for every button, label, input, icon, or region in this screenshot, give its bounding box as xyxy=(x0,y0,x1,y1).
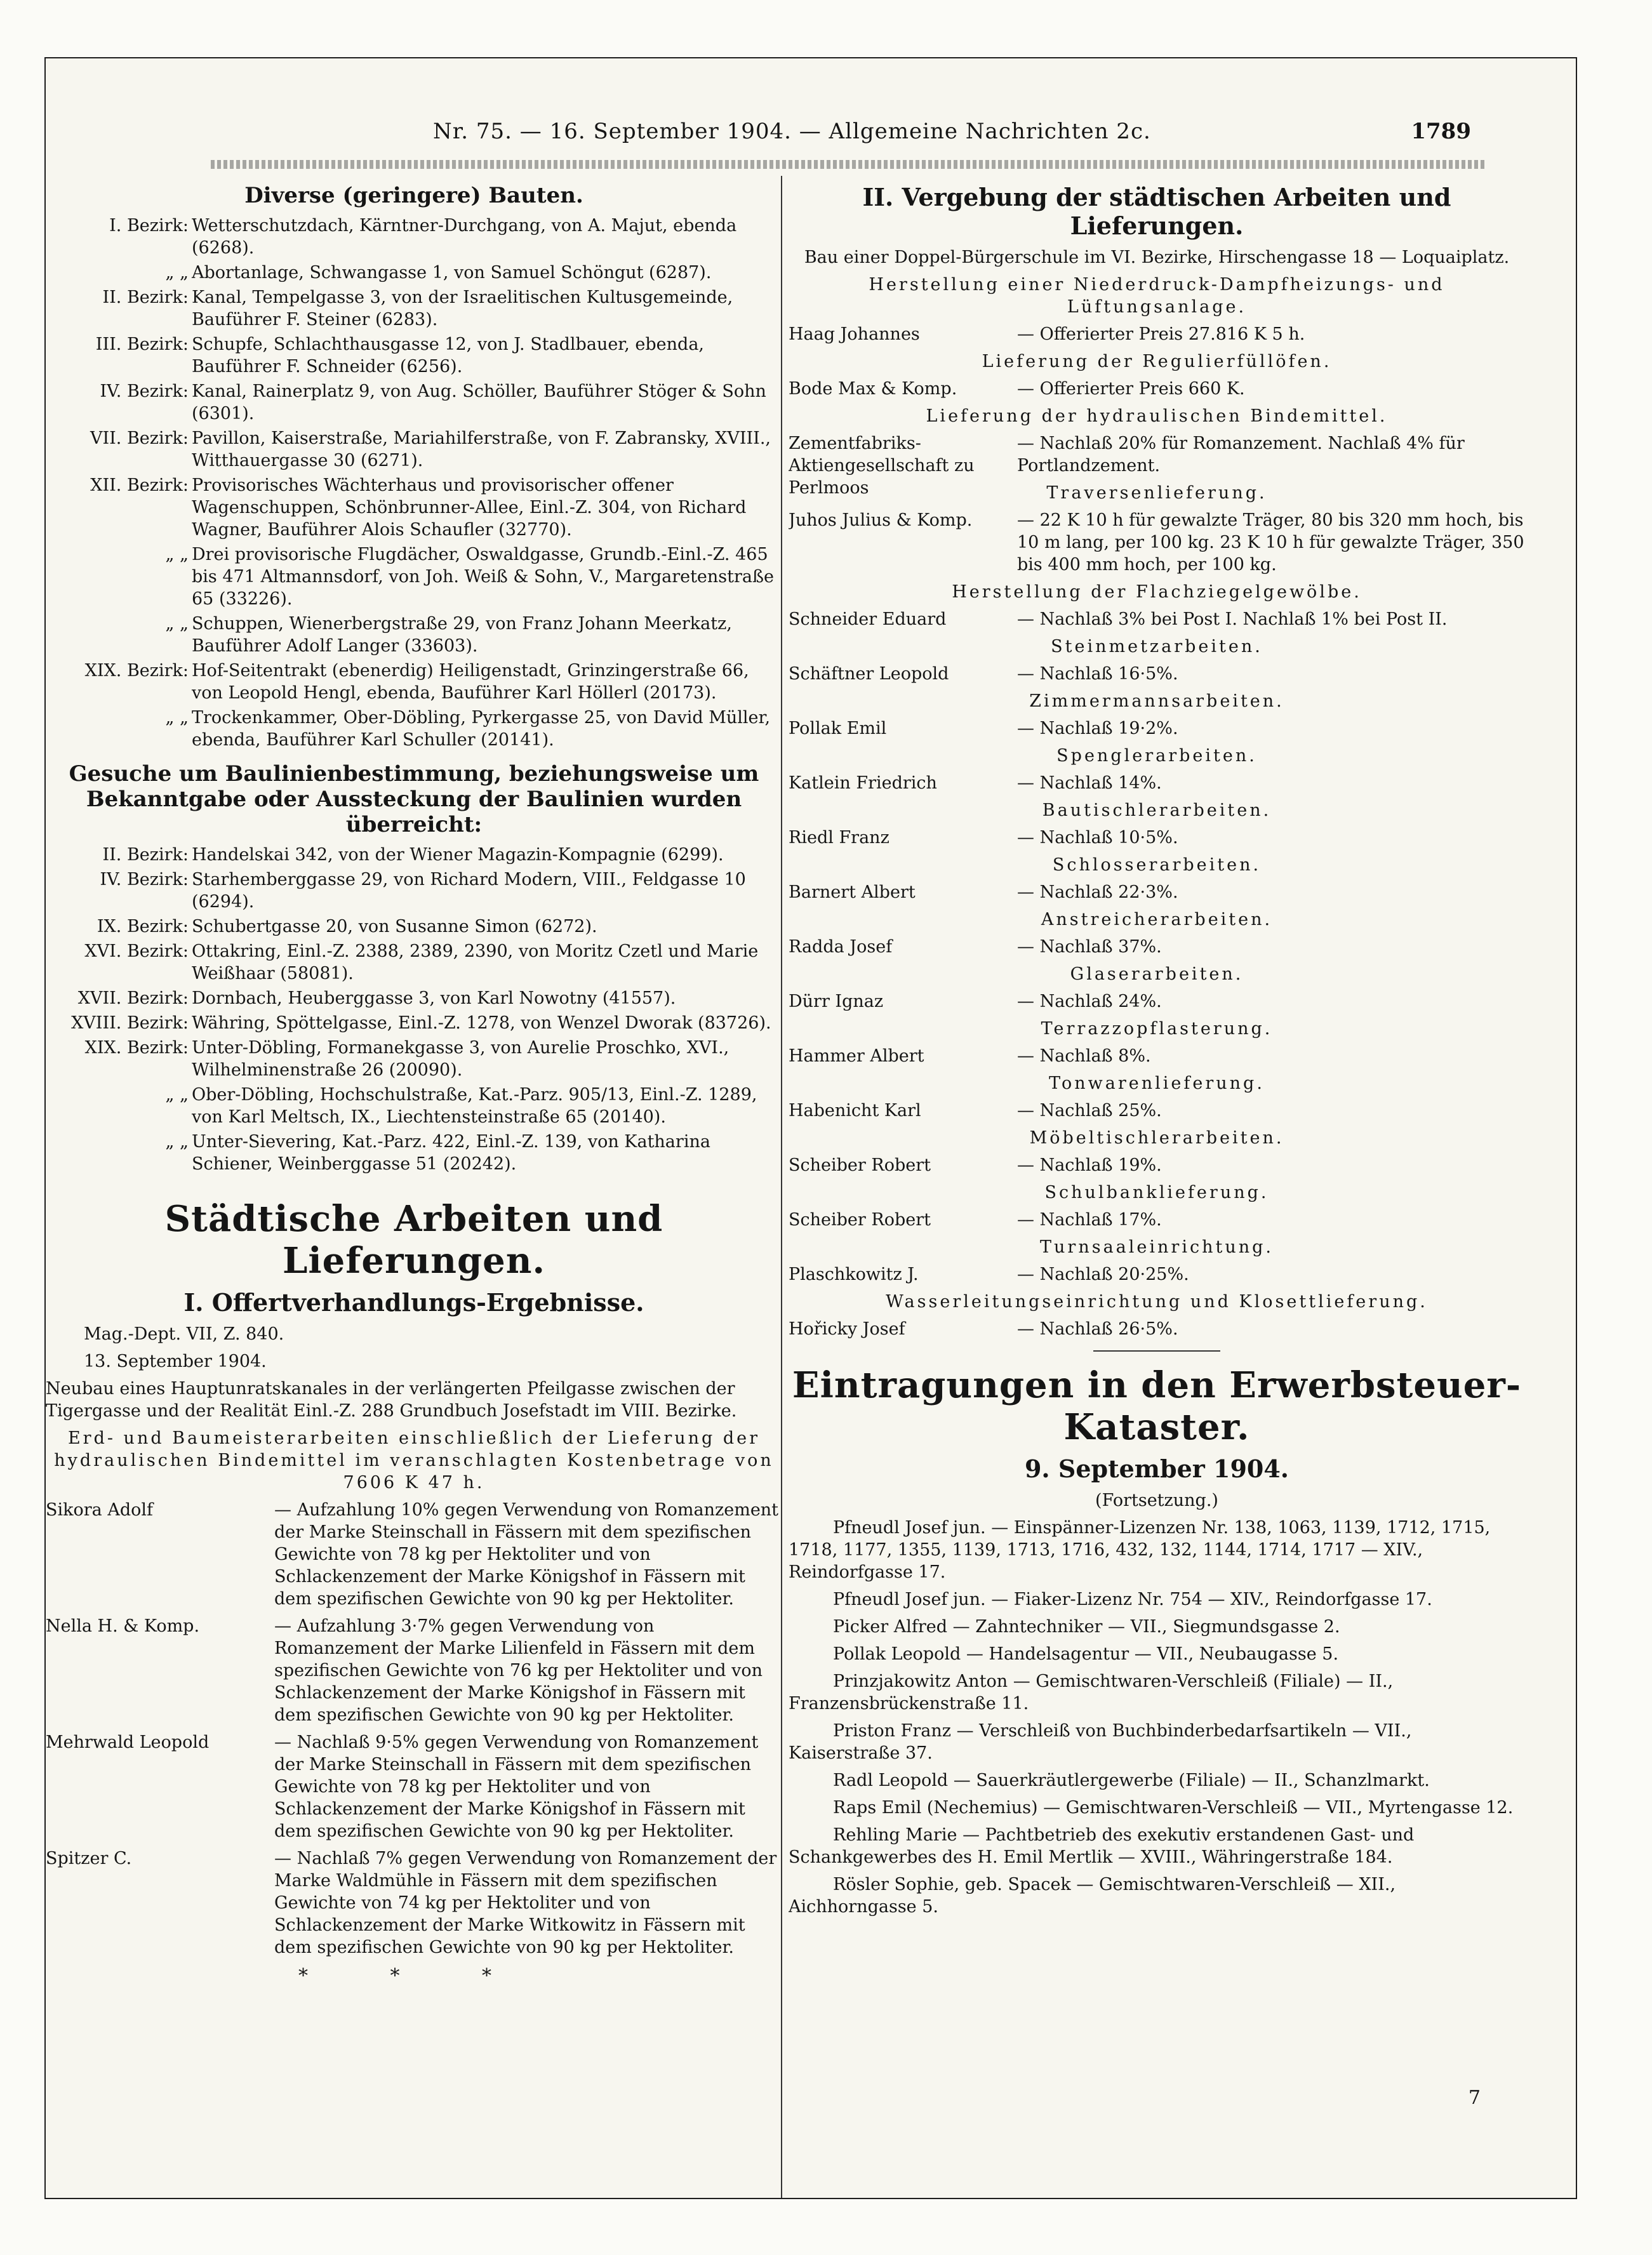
section-heading: Herstellung der Flachziegelgewölbe. xyxy=(952,582,1362,602)
bidder-name: Mehrwald Leopold xyxy=(46,1733,210,1752)
eintragung-entry: Rehling Marie — Pachtbetrieb des exekutiv erstandenen Gast- und Schankgewerbes des H. Emil Mertlik — XVIII., Währingerstraße 184. xyxy=(789,1825,1415,1867)
bidder-name: Nella H. & Komp. xyxy=(46,1616,200,1636)
fortsetzung: (Fortsetzung.) xyxy=(1095,1491,1218,1510)
bid-text: — Nachlaß 9·5% gegen Verwendung von Romanzement der Marke Steinschall in Fässern mit dem spezifischen Gewichte von 78 kg per Hektoliter und von Schlackenzement der Marke Königshof in Fässern mit dem spezifischen Gewichte von 90 kg per Hektoliter. xyxy=(274,1733,759,1841)
entry-text: Unter-Sievering, Kat.-Parz. 422, Einl.-Z. 139, von Katharina Schiener, Weinberggasse 51 (20242). xyxy=(192,1132,710,1174)
result-row xyxy=(789,936,1525,958)
contractor-name: Plaschkowitz J. xyxy=(789,1265,919,1284)
gesuche-entry xyxy=(46,1084,782,1128)
entry-text: Pavillon, Kaiserstraße, Mariahilferstraße, von F. Zabransky, XVIII., Witthauergasse 30 (6271). xyxy=(192,429,771,470)
entry-text: Trockenkammer, Ober-Döbling, Pyrkergasse 25, von David Müller, ebenda, Bauführer Karl Schuller (20141). xyxy=(192,708,771,750)
right-column xyxy=(789,179,1525,1923)
section-heading: Bautischlerarbeiten. xyxy=(1042,801,1272,820)
diverse-entry xyxy=(46,427,782,472)
contractor-name: Hořicky Josef xyxy=(789,1319,905,1339)
entry-label: „ „ xyxy=(165,545,189,564)
entry-label: VII. Bezirk: xyxy=(90,429,189,448)
eintragung-entry: Prinzjakowitz Anton — Gemischtwaren-Verschleiß (Filiale) — II., Franzensbrückenstraße 11. xyxy=(789,1672,1394,1713)
entry-label: „ „ xyxy=(165,263,189,283)
entry-text: Währing, Spöttelgasse, Einl.-Z. 1278, von Wenzel Dworak (83726). xyxy=(192,1013,771,1033)
stars: * * * xyxy=(298,1965,530,1987)
section-heading: Schulbanklieferung. xyxy=(1044,1183,1269,1202)
bid-row xyxy=(46,1731,782,1842)
section-heading: Glaserarbeiten. xyxy=(1070,964,1244,984)
mag-ref: Mag.-Dept. VII, Z. 840. xyxy=(84,1324,284,1344)
eintragungen-date: 9. September 1904. xyxy=(1024,1454,1289,1483)
gesuche-title: Gesuche um Baulinienbestimmung, beziehungsweise um Bekanntgabe oder Aussteckung der Baulinien wurden überreicht: xyxy=(69,761,759,837)
result-text: — Nachlaß 25%. xyxy=(1017,1101,1162,1121)
bid-row xyxy=(46,1499,782,1610)
eintragung-entry: Pfneudl Josef jun. — Einspänner-Lizenzen Nr. 138, 1063, 1139, 1712, 1715, 1718, 1177, 1355, 1139, 1713, 1716, 432, 132, 1144, 1714, 1717 — XIV., Reindorfgasse 17. xyxy=(789,1518,1491,1582)
result-text: — Nachlaß 19·2%. xyxy=(1017,719,1178,738)
result-row xyxy=(789,608,1525,630)
result-text: — Nachlaß 10·5%. xyxy=(1017,828,1178,848)
eintragung-entry: Priston Franz — Verschleiß von Buchbinderbedarfsartikeln — VII., Kaiserstraße 37. xyxy=(789,1721,1412,1763)
result-text: — Nachlaß 3% bei Post I. Nachlaß 1% bei Post II. xyxy=(1017,609,1448,629)
eintragungen-list xyxy=(789,1517,1525,1918)
page-header xyxy=(46,119,1576,163)
diverse-entry xyxy=(46,262,782,284)
entry-label: XIX. Bezirk: xyxy=(84,1038,189,1058)
section-heading: Turnsaaleinrichtung. xyxy=(1040,1237,1274,1257)
section-heading: Möbeltischlerarbeiten. xyxy=(1029,1128,1284,1148)
result-row xyxy=(789,772,1525,794)
result-text: — Nachlaß 19%. xyxy=(1017,1155,1162,1175)
result-row xyxy=(789,1154,1525,1176)
diverse-entry xyxy=(46,474,782,541)
eintragung-entry: Picker Alfred — Zahntechniker — VII., Siegmundsgasse 2. xyxy=(833,1617,1340,1637)
diverse-entry xyxy=(46,286,782,331)
contractor-name: Hammer Albert xyxy=(789,1046,924,1066)
eintragung-entry: Raps Emil (Nechemius) — Gemischtwaren-Verschleiß — VII., Myrtengasse 12. xyxy=(833,1798,1514,1818)
bid-row xyxy=(46,1615,782,1726)
entry-text: Ottakring, Einl.-Z. 2388, 2389, 2390, von Moritz Czetl und Marie Weißhaar (58081). xyxy=(192,941,759,983)
diverse-list xyxy=(46,215,782,751)
result-row xyxy=(789,717,1525,740)
entry-text: Schuppen, Wienerbergstraße 29, von Franz Johann Meerkatz, Bauführer Adolf Langer (33603). xyxy=(192,614,732,656)
vergebung-title: II. Vergebung der städtischen Arbeiten und Lieferungen. xyxy=(862,183,1451,240)
entry-label: XVII. Bezirk: xyxy=(77,988,189,1008)
contractor-name: Scheiber Robert xyxy=(789,1210,931,1230)
result-row xyxy=(789,1100,1525,1122)
result-text: — Offerierter Preis 27.816 K 5 h. xyxy=(1017,324,1305,344)
contractor-name: Schneider Eduard xyxy=(789,609,947,629)
contractor-name: Riedl Franz xyxy=(789,828,889,848)
section-heading: Lieferung der hydraulischen Bindemittel. xyxy=(926,406,1388,426)
section-heading: Traversenlieferung. xyxy=(1046,483,1267,503)
gesuche-entry xyxy=(46,868,782,913)
eintragung-entry: Radl Leopold — Sauerkräutlergewerbe (Filiale) — II., Schanzlmarkt. xyxy=(833,1771,1430,1790)
section-heading: Spenglerarbeiten. xyxy=(1056,746,1257,766)
entry-label: III. Bezirk: xyxy=(95,335,189,354)
diverse-entry xyxy=(46,333,782,378)
section-heading: Steinmetzarbeiten. xyxy=(1051,637,1263,656)
section-heading: Schlosserarbeiten. xyxy=(1052,855,1262,875)
result-text: — Nachlaß 26·5%. xyxy=(1017,1319,1178,1339)
bid-text: — Nachlaß 7% gegen Verwendung von Romanzement der Marke Waldmühle in Fässern mit dem spezifischen Gewichte von 74 kg per Hektoliter und von Schlackenzement der Marke Witkowitz in Fässern mit dem spezifischen Gewichte von 90 kg per Hektoliter. xyxy=(274,1849,777,1957)
erd-heading: Erd- und Baumeisterarbeiten einschließlich der Lieferung der hydraulischen Bindemittel im veranschlagten Kostenbetrage von 7606 K 47 h. xyxy=(54,1428,774,1493)
section-heading: Herstellung einer Niederdruck-Dampfheizungs- und Lüftungsanlage. xyxy=(869,275,1445,317)
offert-title: I. Offertverhandlungs-Ergebnisse. xyxy=(183,1288,644,1317)
eintragungen-title: Eintragungen in den Erwerbsteuer-Kataster. xyxy=(792,1364,1522,1448)
entry-text: Dornbach, Heuberggasse 3, von Karl Nowotny (41557). xyxy=(192,988,676,1008)
bidder-name: Sikora Adolf xyxy=(46,1500,154,1520)
gesuche-entry xyxy=(46,987,782,1009)
eintragung-entry: Rösler Sophie, geb. Spacek — Gemischtwaren-Verschleiß — XII., Aichhorngasse 5. xyxy=(789,1875,1396,1917)
section-heading: Zimmermannsarbeiten. xyxy=(1029,691,1284,711)
entry-text: Schupfe, Schlachthausgasse 12, von J. Stadlbauer, ebenda, Bauführer F. Schneider (6256). xyxy=(192,335,705,376)
entry-label: I. Bezirk: xyxy=(109,216,189,236)
gesuche-entry xyxy=(46,940,782,985)
footer-number: 7 xyxy=(1468,2087,1481,2109)
entry-label: II. Bezirk: xyxy=(102,845,189,865)
entry-text: Hof-Seitentrakt (ebenerdig) Heiligenstadt, Grinzingerstraße 66, von Leopold Hengl, ebenda, Bauführer Karl Höllerl (20173). xyxy=(192,661,749,703)
contractor-name: Zementfabriks-Aktiengesellschaft zu Perlmoos xyxy=(789,434,975,498)
diverse-entry xyxy=(46,543,782,610)
entry-text: Kanal, Tempelgasse 3, von der Israelitischen Kultusgemeinde, Bauführer F. Steiner (6283). xyxy=(192,288,733,329)
result-row xyxy=(789,378,1525,400)
bid-row xyxy=(46,1847,782,1959)
contractor-name: Habenicht Karl xyxy=(789,1101,921,1121)
result-text: — Nachlaß 8%. xyxy=(1017,1046,1151,1066)
gesuche-entry xyxy=(46,1012,782,1034)
entry-text: Unter-Döbling, Formanekgasse 3, von Aurelie Proschko, XVI., Wilhelminenstraße 26 (20090). xyxy=(192,1038,729,1080)
entry-label: XIX. Bezirk: xyxy=(84,661,189,681)
result-text: — Nachlaß 22·3%. xyxy=(1017,882,1178,902)
section-heading: Tonwarenlieferung. xyxy=(1049,1074,1265,1093)
entry-text: Handelskai 342, von der Wiener Magazin-Kompagnie (6299). xyxy=(192,845,724,865)
entry-label: „ „ xyxy=(165,614,189,634)
contractor-name: Scheiber Robert xyxy=(789,1155,931,1175)
header-divider xyxy=(211,160,1487,169)
diverse-entry xyxy=(46,215,782,259)
section-heading: Anstreicherarbeiten. xyxy=(1041,910,1273,929)
gesuche-entry xyxy=(46,1131,782,1175)
entry-label: „ „ xyxy=(165,1132,189,1152)
entry-text: Abortanlage, Schwangasse 1, von Samuel Schöngut (6287). xyxy=(192,263,712,283)
contractor-name: Juhos Julius & Komp. xyxy=(789,510,973,530)
result-text: — Nachlaß 14%. xyxy=(1017,773,1162,793)
result-row xyxy=(789,509,1525,576)
gesuche-entry xyxy=(46,1037,782,1081)
section-heading: Wasserleitungseinrichtung und Klosettlieferung. xyxy=(886,1292,1428,1312)
result-text: — Nachlaß 16·5%. xyxy=(1017,664,1178,684)
newspaper-page xyxy=(44,57,1577,2199)
section-heading: Lieferung der Regulierfüllöfen. xyxy=(982,352,1332,371)
result-row xyxy=(789,1318,1525,1340)
contractor-name: Barnert Albert xyxy=(789,882,916,902)
section-heading: Terrazzopflasterung. xyxy=(1041,1019,1273,1039)
entry-label: IV. Bezirk: xyxy=(100,382,189,401)
gesuche-entry xyxy=(46,915,782,938)
contractor-name: Haag Johannes xyxy=(789,324,920,344)
diverse-entry xyxy=(46,380,782,425)
result-row xyxy=(789,663,1525,685)
diverse-entry xyxy=(46,613,782,657)
entry-label: „ „ xyxy=(165,708,189,728)
contractor-name: Dürr Ignaz xyxy=(789,992,884,1011)
bidder-name: Spitzer C. xyxy=(46,1849,132,1868)
result-text: — Nachlaß 20·25%. xyxy=(1017,1265,1189,1284)
entry-label: IX. Bezirk: xyxy=(97,917,189,936)
date: 13. September 1904. xyxy=(84,1352,267,1371)
header-title: Nr. 75. — 16. September 1904. — Allgemeine Nachrichten 2c. xyxy=(433,119,1151,144)
header-page-number: 1789 xyxy=(1411,119,1471,144)
contractor-name: Katlein Friedrich xyxy=(789,773,937,793)
result-row xyxy=(789,827,1525,849)
entry-text: Ober-Döbling, Hochschulstraße, Kat.-Parz. 905/13, Einl.-Z. 1289, von Karl Meltsch, IX., Liechtensteinstraße 65 (20140). xyxy=(192,1085,757,1127)
gesuche-entry xyxy=(46,844,782,866)
bids-list xyxy=(46,1499,782,1959)
result-row xyxy=(789,1045,1525,1067)
result-text: — Nachlaß 24%. xyxy=(1017,992,1162,1011)
bid-text: — Aufzahlung 10% gegen Verwendung von Romanzement der Marke Steinschall in Fässern mit dem spezifischen Gewichte von 78 kg per Hektoliter und von Schlackenzement der Marke Königshof in Fässern mit dem spezifischen Gewichte von 90 kg per Hektoliter. xyxy=(274,1500,779,1609)
sections-list xyxy=(789,274,1525,1340)
result-row xyxy=(789,1263,1525,1286)
entry-text: Schubertgasse 20, von Susanne Simon (6272). xyxy=(192,917,597,936)
entry-label: XII. Bezirk: xyxy=(90,476,189,495)
result-row xyxy=(789,1209,1525,1231)
gesuche-list xyxy=(46,844,782,1175)
result-text: — Nachlaß 17%. xyxy=(1017,1210,1162,1230)
contractor-name: Schäftner Leopold xyxy=(789,664,949,684)
entry-text: Drei provisorische Flugdächer, Oswaldgasse, Grundb.-Einl.-Z. 465 bis 471 Altmannsdorf, von Joh. Weiß & Sohn, V., Margaretenstraße 65 (33226). xyxy=(192,545,775,609)
contractor-name: Pollak Emil xyxy=(789,719,887,738)
contractor-name: Bode Max & Komp. xyxy=(789,379,957,399)
bid-text: — Aufzahlung 3·7% gegen Verwendung von Romanzement der Marke Lilienfeld in Fässern mit dem spezifischen Gewichte von 76 kg per Hektoliter und von Schlackenzement der Marke Königshof in Fässern mit dem spezifischen Gewichte von 90 kg per Hektoliter. xyxy=(274,1616,763,1725)
entry-label: XVIII. Bezirk: xyxy=(71,1013,189,1033)
entry-label: XVI. Bezirk: xyxy=(84,941,189,961)
result-row xyxy=(789,881,1525,903)
result-text: — Nachlaß 20% für Romanzement. Nachlaß 4% für Portlandzement. xyxy=(1017,434,1465,476)
result-row xyxy=(789,323,1525,345)
entry-text: Kanal, Rainerplatz 9, von Aug. Schöller, Bauführer Stöger & Sohn (6301). xyxy=(192,382,766,423)
diverse-entry xyxy=(46,707,782,751)
result-row xyxy=(789,990,1525,1013)
entry-text: Wetterschutzdach, Kärntner-Durchgang, von A. Majut, ebenda (6268). xyxy=(192,216,737,258)
entry-label: „ „ xyxy=(165,1085,189,1105)
staedtische-title: Städtische Arbeiten und Lieferungen. xyxy=(164,1198,663,1282)
result-text: — 22 K 10 h für gewalzte Träger, 80 bis 320 mm hoch, bis 10 m lang, per 100 kg. 23 K 10 h für gewalzte Träger, 350 bis 400 mm hoch, per 100 kg. xyxy=(1017,510,1524,575)
entry-label: IV. Bezirk: xyxy=(100,870,189,889)
entry-label: II. Bezirk: xyxy=(102,288,189,307)
contractor-name: Radda Josef xyxy=(789,937,893,957)
section-rule xyxy=(1093,1350,1220,1352)
result-text: — Nachlaß 37%. xyxy=(1017,937,1162,957)
result-text: — Offerierter Preis 660 K. xyxy=(1017,379,1245,399)
entry-text: Starhemberggasse 29, von Richard Modern, VIII., Feldgasse 10 (6294). xyxy=(192,870,746,912)
eintragung-entry: Pfneudl Josef jun. — Fiaker-Lizenz Nr. 754 — XIV., Reindorfgasse 17. xyxy=(833,1590,1432,1609)
diverse-entry xyxy=(46,660,782,704)
entry-text: Provisorisches Wächterhaus und provisorischer offener Wagenschuppen, Schönbrunner-Allee, Einl.-Z. 304, von Richard Wagner, Bauführer Alois Schaufler (32770). xyxy=(192,476,747,540)
left-column xyxy=(46,179,782,1987)
bau-line: Bau einer Doppel-Bürgerschule im VI. Bezirke, Hirschengasse 18 — Loquaiplatz. xyxy=(804,248,1510,267)
diverse-title: Diverse (geringere) Bauten. xyxy=(244,183,583,208)
eintragung-entry: Pollak Leopold — Handelsagentur — VII., Neubaugasse 5. xyxy=(833,1644,1339,1664)
neubau: Neubau eines Hauptunratskanales in der verlängerten Pfeilgasse zwischen der Tigergasse und der Realität Einl.-Z. 288 Grundbuch Josefstadt im VIII. Bezirke. xyxy=(46,1379,737,1421)
